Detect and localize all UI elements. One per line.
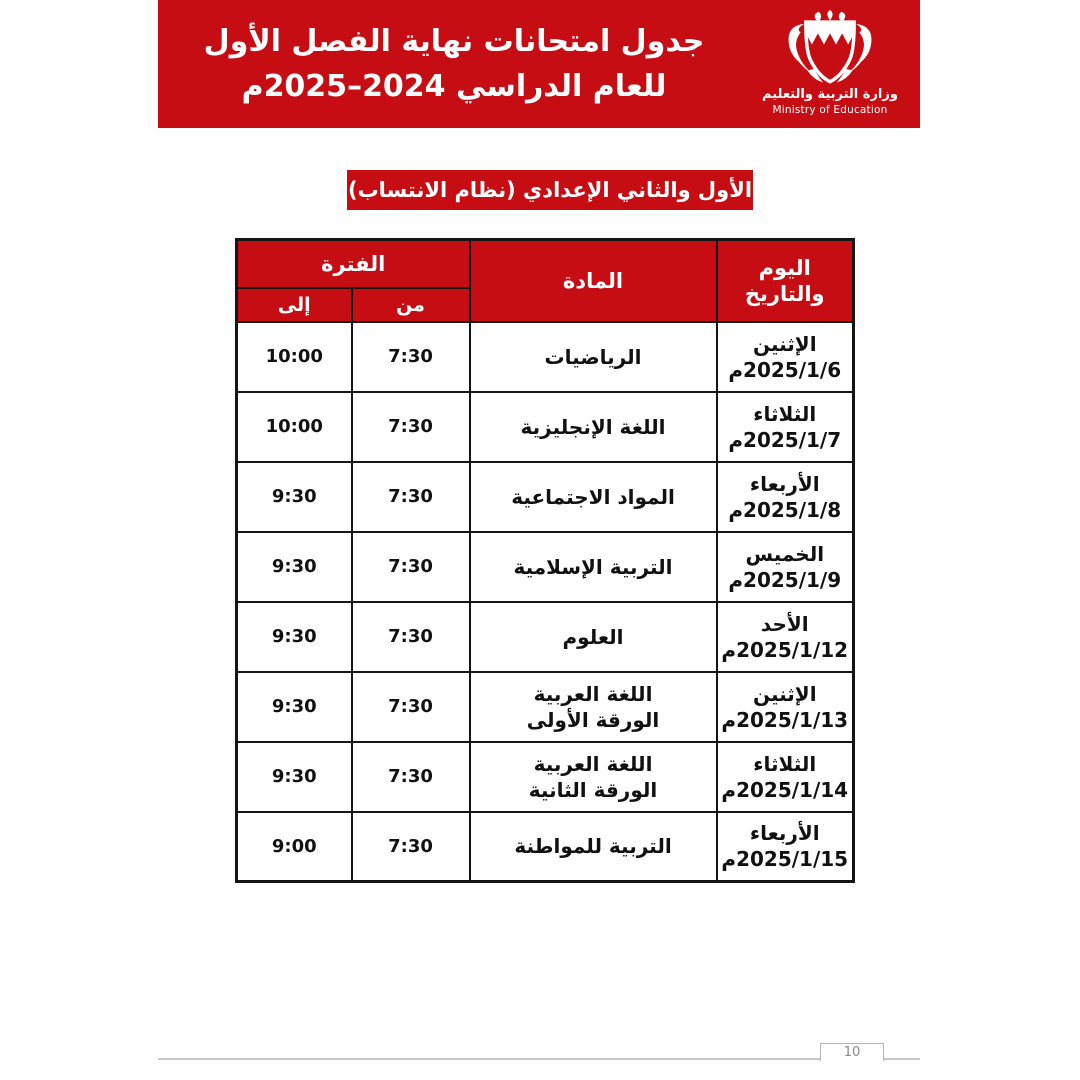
exam-schedule-table <box>235 238 855 883</box>
time-to-cell: 9:30 <box>237 462 352 532</box>
time-from-cell: 7:30 <box>352 322 470 392</box>
time-to-cell: 9:30 <box>237 672 352 742</box>
exam-date: 2025/1/8م <box>728 497 842 522</box>
bahrain-emblem-icon <box>778 10 882 86</box>
exam-date: 2025/1/14م <box>721 777 849 802</box>
day-name: الخميس <box>745 541 825 566</box>
time-from-cell: 7:30 <box>352 532 470 602</box>
subject-cell: المواد الاجتماعية <box>470 462 717 532</box>
day-date-cell <box>717 532 854 602</box>
page-number: 10 <box>820 1043 884 1061</box>
day-name: الثلاثاء <box>753 401 817 426</box>
ministry-logo <box>750 0 920 128</box>
exam-date: 2025/1/6م <box>728 357 842 382</box>
time-to-cell: 9:30 <box>237 742 352 812</box>
exam-date: 2025/1/7م <box>728 427 842 452</box>
time-from-cell: 7:30 <box>352 812 470 882</box>
time-from-cell: 7:30 <box>352 602 470 672</box>
time-to-cell: 9:00 <box>237 812 352 882</box>
day-name: الأحد <box>760 611 809 636</box>
time-to-cell: 10:00 <box>237 392 352 462</box>
header-banner <box>158 0 920 128</box>
table-row <box>237 462 854 532</box>
time-to-cell: 9:30 <box>237 602 352 672</box>
table-row <box>237 392 854 462</box>
day-date-cell <box>717 602 854 672</box>
time-from-cell: 7:30 <box>352 672 470 742</box>
document-title <box>158 0 750 128</box>
time-from-cell: 7:30 <box>352 742 470 812</box>
day-date-cell <box>717 672 854 742</box>
day-date-cell <box>717 742 854 812</box>
subject-cell: اللغة العربية الورقة الأولى <box>470 672 717 742</box>
document-title-line2: للعام الدراسي 2024–2025م <box>241 69 667 104</box>
time-from-cell: 7:30 <box>352 392 470 462</box>
day-name: الأربعاء <box>749 471 820 496</box>
column-header-from: من <box>352 288 470 322</box>
subject-cell: التربية الإسلامية <box>470 532 717 602</box>
subject-cell: التربية للمواطنة <box>470 812 717 882</box>
column-header-to: إلى <box>237 288 352 322</box>
table-row <box>237 322 854 392</box>
table-row <box>237 532 854 602</box>
logo-arabic-name: وزارة التربية والتعليم <box>762 87 898 102</box>
subject-cell: اللغة الإنجليزية <box>470 392 717 462</box>
day-date-cell <box>717 462 854 532</box>
subject-cell: اللغة العربية الورقة الثانية <box>470 742 717 812</box>
day-name: الأربعاء <box>749 821 820 846</box>
time-to-cell: 9:30 <box>237 532 352 602</box>
day-date-cell <box>717 322 854 392</box>
document-title-line1: جدول امتحانات نهاية الفصل الأول <box>203 24 705 59</box>
table-row <box>237 602 854 672</box>
subject-cell: الرياضيات <box>470 322 717 392</box>
footer-divider <box>158 1058 920 1060</box>
exam-date: 2025/1/9م <box>728 567 842 592</box>
column-header-subject: المادة <box>470 240 717 322</box>
time-to-cell: 10:00 <box>237 322 352 392</box>
time-from-cell: 7:30 <box>352 462 470 532</box>
column-header-day: اليوم والتاريخ <box>717 240 854 322</box>
exam-date: 2025/1/15م <box>721 847 849 872</box>
subject-cell: العلوم <box>470 602 717 672</box>
exam-date: 2025/1/13م <box>721 707 849 732</box>
day-date-cell <box>717 392 854 462</box>
day-name: الإثنين <box>752 681 817 706</box>
day-name: الثلاثاء <box>753 751 817 776</box>
table-row <box>237 672 854 742</box>
day-date-cell <box>717 812 854 882</box>
exam-date: 2025/1/12م <box>721 637 849 662</box>
column-header-period: الفترة <box>237 240 470 288</box>
table-row <box>237 812 854 882</box>
logo-english-name: Ministry of Education <box>772 104 888 116</box>
table-row <box>237 742 854 812</box>
day-name: الإثنين <box>752 331 817 356</box>
grade-banner: الأول والثاني الإعدادي (نظام الانتساب) <box>347 170 753 210</box>
